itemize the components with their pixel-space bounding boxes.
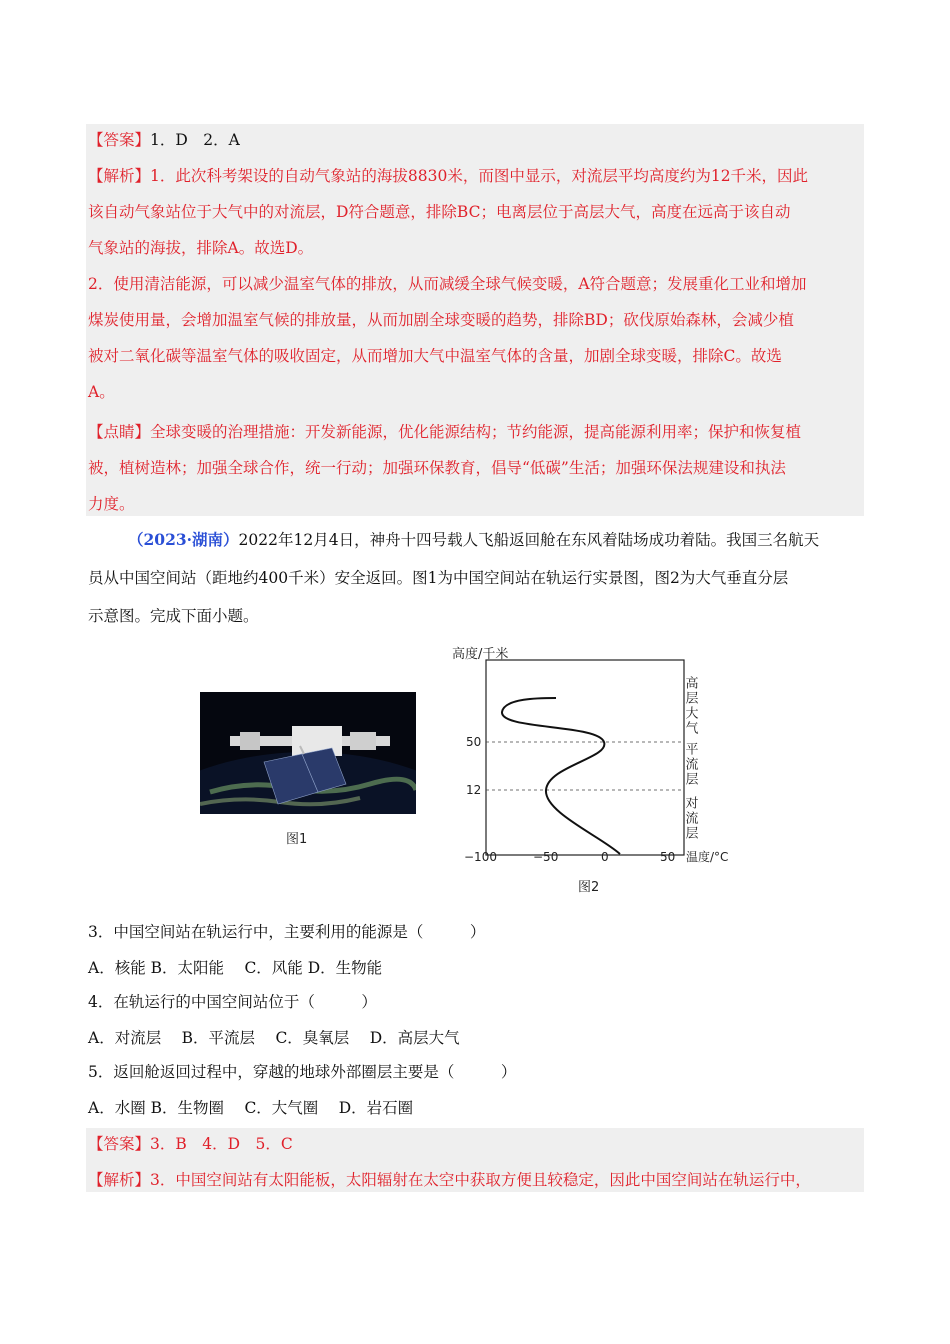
answer-line-2 xyxy=(88,1134,293,1154)
space-station-photo xyxy=(200,692,416,814)
question-stem: 3．中国空间站在轨运行中，主要利用的能源是（ ） xyxy=(88,923,486,941)
question-options: A．对流层 B．平流层 C．臭氧层 D．高层大气 xyxy=(88,1029,460,1047)
answer-text: 3．B 4．D 5．C xyxy=(150,1135,293,1153)
x-tick: −100 xyxy=(464,850,497,864)
tip-tag: 【点睛】 xyxy=(88,423,151,441)
layer-tropo: 对流层 xyxy=(682,796,698,841)
answer-tag: 【答案】 xyxy=(88,1135,151,1153)
x-tick: 0 xyxy=(601,850,609,864)
y-tick-12: 12 xyxy=(466,783,482,797)
analysis-line-2: 【解析】3．中国空间站有太阳能板，太阳辐射在太空中获取方便且较稳定，因此中国空间站在轨运行中， xyxy=(88,1171,811,1189)
intro-line: 示意图。完成下面小题。 xyxy=(88,607,259,625)
analysis-tag: 【解析】 xyxy=(88,1171,151,1189)
answer-tag: 【答案】 xyxy=(88,131,151,149)
answer-line-1 xyxy=(88,130,240,150)
tip-line: 被，植树造林；加强全球合作，统一行动；加强环保教育，倡导“低碳”生活；加强环保法规建设和执法 xyxy=(88,459,786,477)
tip-line: 【点睛】全球变暖的治理措施：开发新能源，优化能源结构；节约能源，提高能源利用率；保护和恢复植 xyxy=(88,423,802,441)
layer-strat: 平流层 xyxy=(682,742,698,787)
y-tick-50: 50 xyxy=(466,735,482,749)
intro-line: （2023·湖南）2022年12月4日，神舟十四号载人飞船返回舱在东风着陆场成功着陆。我国三名航天 xyxy=(128,530,820,549)
question-stem: 5．返回舱返回过程中，穿越的地球外部圈层主要是（ ） xyxy=(88,1063,517,1081)
analysis-line: 煤炭使用量，会增加温室气候的排放量，从而加剧全球变暖的趋势，排除BD；砍伐原始森林，会减少植 xyxy=(88,311,794,329)
figure1-caption: 图1 xyxy=(286,832,308,847)
intro-line: 员从中国空间站（距地约400千米）安全返回。图1为中国空间站在轨运行实景图，图2为大气垂直分层 xyxy=(88,569,789,587)
y-axis-label: 高度/千米 xyxy=(452,647,509,662)
figure2-caption: 图2 xyxy=(578,880,600,895)
x-axis-label: 温度/°C xyxy=(686,850,729,864)
answer-text: 1．D 2．A xyxy=(150,131,240,149)
analysis-tag: 【解析】 xyxy=(88,167,151,185)
analysis-line: 2．使用清洁能源，可以减少温室气体的排放，从而减缓全球气候变暖，A符合题意；发展重化工业和增加 xyxy=(88,275,807,293)
question-options: A．水圈 B．生物圈 C．大气圈 D．岩石圈 xyxy=(88,1099,414,1117)
atmosphere-diagram xyxy=(440,640,750,870)
analysis-line: A。 xyxy=(88,383,115,401)
analysis-line: 【解析】1．此次科考架设的自动气象站的海拔8830米，而图中显示，对流层平均高度约为12千米，因此 xyxy=(88,167,809,185)
tip-line: 力度。 xyxy=(88,495,135,513)
source-label: （2023·湖南） xyxy=(128,530,239,549)
x-tick: −50 xyxy=(533,850,559,864)
analysis-line: 该自动气象站位于大气中的对流层，D符合题意，排除BC；电离层位于高层大气，高度在远高于该自动 xyxy=(88,203,791,221)
x-tick: 50 xyxy=(660,850,676,864)
layer-upper: 高层大气 xyxy=(682,676,698,736)
analysis-line: 气象站的海拔，排除A。故选D。 xyxy=(88,239,314,257)
question-options: A．核能 B．太阳能 C．风能 D．生物能 xyxy=(88,959,383,977)
question-stem: 4．在轨运行的中国空间站位于（ ） xyxy=(88,993,377,1011)
analysis-line: 被对二氧化碳等温室气体的吸收固定，从而增加大气中温室气体的含量，加剧全球变暖，排除C。故选 xyxy=(88,347,782,365)
